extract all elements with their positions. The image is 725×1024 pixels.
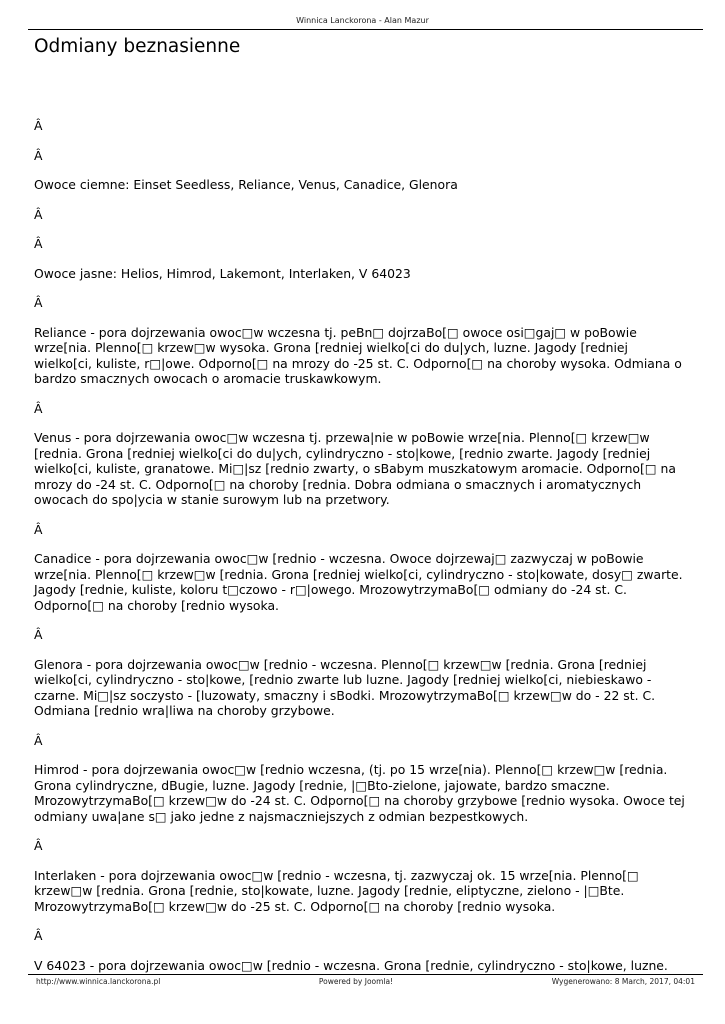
- paragraph: Â: [34, 147, 43, 163]
- paragraph: Â: [34, 838, 43, 853]
- paragraph: Reliance - pora dojrzewania owoc□w wczesna tj. peBn□ dojrzaBo[□ owoce osi□gaj□ w poBowie wrze[nia. Plenno[□ krzew□w wysoka. Grona [redniej wielko[ci do du|ych, luzne. Jagody [redniej wielko[ci, kuliste, r□|owe. Odporno[□ na mrozy do -25 st. C. Odporno[□ na choroby wysoka. Odmiana o bardzo smacznych owocach o aromacie truskawkowym.: [34, 324, 686, 386]
- page-footer: [36, 977, 695, 986]
- page-title: Odmiany beznasienne: [34, 36, 241, 57]
- paragraph: Â: [34, 295, 43, 310]
- paragraph: Interlaken - pora dojrzewania owoc□w [rednio - wczesna, tj. zazwyczaj ok. 15 wrze[nia. Plenno[□ krzew□w [rednia. Grona [rednie, sto|kowate, luzne. Jagody [rednie, eliptyczne, zielono - |□Bte. MrozowytrzymaBo[□ krzew□w do -25 st. C. Odporno[□ na choroby [rednio wysoka.: [34, 867, 643, 914]
- article-content: [34, 118, 689, 974]
- footer-generated-date: Wygenerowano: 8 March, 2017, 04:01: [551, 977, 695, 986]
- footer-powered-by: Powered by Joomla!: [318, 977, 394, 986]
- paragraph: Himrod - pora dojrzewania owoc□w [rednio wczesna, (tj. po 15 wrze[nia). Plenno[□ krzew□w [rednia. Grona cylindryczne, dBugie, luzne. Jagody [rednie, |□Bto-zielone, jajowate, bardzo smaczne. MrozowytrzymaBo[□ krzew□w do -24 st. C. Odporno[□ na choroby grzybowe [rednio wysoka. Owoce tej odmiany uwa|ane s□ jako jedne z najsmaczniejszych z odmian bezpestkowych.: [34, 762, 689, 824]
- paragraph: Â: [34, 928, 43, 943]
- paragraph: Â: [34, 236, 43, 251]
- paragraph: Owoce jasne: Helios, Himrod, Lakemont, Interlaken, V 64023: [34, 265, 411, 281]
- paragraph: Â: [34, 627, 43, 642]
- paragraph: V 64023 - pora dojrzewania owoc□w [rednio - wczesna. Grona [rednie, cylindryczno - sto|kowe, luzne.: [34, 957, 668, 973]
- paragraph: Canadice - pora dojrzewania owoc□w [rednio - wczesna. Owoce dojrzewaj□ zazwyczaj w poBowie wrze[nia. Plenno[□ krzew□w [rednia. Grona [redniej wielko[ci, cylindryczno - sto|kowate, dosy□ zwarte. Jagody [rednie, kuliste, koloru t□czowo - r□|owego. MrozowytrzymaBo[□ odmiany do -24 st. C. Odporno[□ na choroby [rednio wysoka.: [34, 551, 687, 613]
- footer-url-link[interactable]: http://www.winnica.lanckorona.pl: [36, 977, 161, 986]
- header-title: Winnica Lanckorona - Alan Mazur: [296, 16, 429, 25]
- paragraph: Â: [34, 118, 43, 133]
- paragraph: Â: [34, 206, 43, 222]
- paragraph: Â: [34, 521, 43, 537]
- paragraph: Venus - pora dojrzewania owoc□w wczesna tj. przewa|nie w poBowie wrze[nia. Plenno[□ krzew□w [rednia. Grona [redniej wielko[ci do du|ych, cylindryczno - sto|kowe, [rednio zwarte. Jagody [redniej wielko[ci, kuliste, granatowe. Mi□|sz [rednio zwarty, o sBabym muszkatowym aromacie. Odporno[□ na mrozy do -24 st. C. Odporno[□ na choroby [rednia. Dobra odmiana o smacznych i aromatycznych owocach do spo|ycia w stanie surowym lub na przetwory.: [34, 430, 680, 507]
- footer-divider: [28, 974, 703, 975]
- paragraph: Glenora - pora dojrzewania owoc□w [rednio - wczesna. Plenno[□ krzew□w [rednia. Grona [redniej wielko[ci, cylindryczno - sto|kowe, [rednio zwarte lub luzne. Jagody [redniej wielko[ci, niebieskawo - czarne. Mi□|sz soczysto - [luzowaty, smaczny i sBodki. MrozowytrzymaBo[□ krzew□w do - 22 st. C. Odmiana [rednio wra|liwa na choroby grzybowe.: [34, 656, 660, 718]
- paragraph: Owoce ciemne: Einset Seedless, Reliance, Venus, Canadice, Glenora: [34, 177, 458, 192]
- paragraph: Â: [34, 732, 43, 748]
- paragraph: Â: [34, 400, 43, 416]
